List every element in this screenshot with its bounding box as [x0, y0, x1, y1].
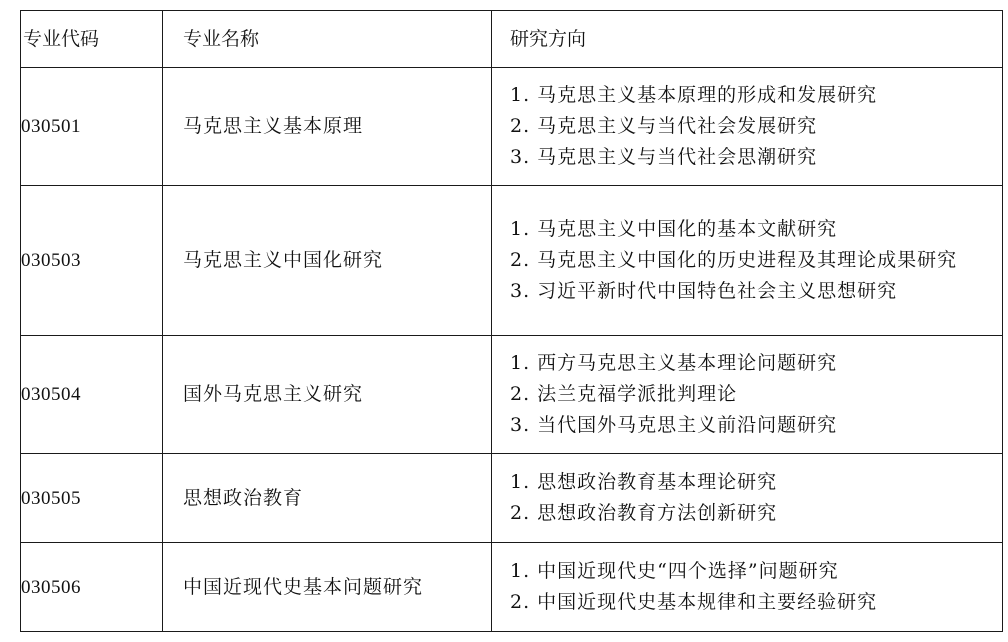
direction-item: 2. 法兰克福学派批判理论: [510, 383, 738, 405]
research-directions: [492, 336, 1003, 454]
program-name: 马克思主义基本原理: [163, 68, 492, 186]
program-table: [20, 10, 1003, 632]
direction-item: 1. 思想政治教育基本理论研究: [510, 471, 778, 493]
direction-item: 1. 马克思主义基本原理的形成和发展研究: [510, 84, 878, 106]
program-name: 思想政治教育: [163, 454, 492, 543]
table-row: [21, 68, 1003, 186]
direction-item: 3. 习近平新时代中国特色社会主义思想研究: [510, 280, 898, 302]
direction-item: 1. 马克思主义中国化的基本文献研究: [510, 218, 838, 240]
program-code: 030506: [21, 543, 163, 632]
table-row: [21, 186, 1003, 336]
header-name: 专业名称: [163, 11, 492, 68]
research-directions: [492, 543, 1003, 632]
program-code: 030503: [21, 186, 163, 336]
program-code: 030504: [21, 336, 163, 454]
program-name: 中国近现代史基本问题研究: [163, 543, 492, 632]
direction-item: 2. 思想政治教育方法创新研究: [510, 502, 778, 524]
direction-item: 2. 马克思主义中国化的历史进程及其理论成果研究: [510, 249, 958, 271]
direction-item: 3. 当代国外马克思主义前沿问题研究: [510, 414, 838, 436]
direction-item: 1. 西方马克思主义基本理论问题研究: [510, 352, 838, 374]
program-table-container: [20, 10, 1002, 632]
research-directions: [492, 454, 1003, 543]
table-header-row: [21, 11, 1003, 68]
program-code: 030505: [21, 454, 163, 543]
direction-item: 2. 马克思主义与当代社会发展研究: [510, 115, 818, 137]
direction-item: 2. 中国近现代史基本规律和主要经验研究: [510, 591, 878, 613]
header-directions: 研究方向: [492, 11, 1003, 68]
header-code: 专业代码: [21, 11, 163, 68]
direction-item: 1. 中国近现代史“四个选择”问题研究: [510, 560, 839, 582]
program-name: 马克思主义中国化研究: [163, 186, 492, 336]
program-name: 国外马克思主义研究: [163, 336, 492, 454]
research-directions: [492, 68, 1003, 186]
research-directions: [492, 186, 1003, 336]
table-row: [21, 454, 1003, 543]
direction-item: 3. 马克思主义与当代社会思潮研究: [510, 146, 818, 168]
table-row: [21, 336, 1003, 454]
table-row: [21, 543, 1003, 632]
program-code: 030501: [21, 68, 163, 186]
